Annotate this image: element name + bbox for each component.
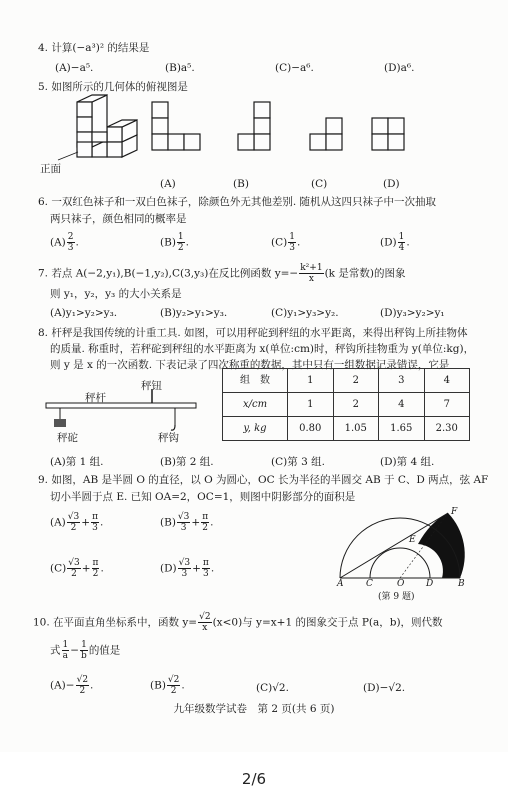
hook-icon xyxy=(171,425,175,430)
q7-num: k²+1 xyxy=(300,263,323,273)
q9-b-n1: √3 xyxy=(177,512,190,522)
q9-b-n2: π xyxy=(202,512,209,522)
q10-expr-d2: b xyxy=(81,651,87,661)
table-cell: x/cm xyxy=(223,393,288,417)
q9-option-a-label: (A) xyxy=(50,516,66,529)
q6-option-a-fraction xyxy=(67,232,75,253)
weight-block xyxy=(54,419,66,427)
q10-option-d: (D)−√2. xyxy=(363,682,406,694)
q10-expr-frac1 xyxy=(62,640,70,661)
table-cell: 1.65 xyxy=(379,417,425,441)
table-header-cell: 2 xyxy=(333,369,379,393)
q9-b-d2: 2 xyxy=(202,523,209,533)
q7-fraction xyxy=(299,263,323,284)
q10-option-a-label: (A)− xyxy=(50,679,75,692)
q7-den: x xyxy=(308,274,314,284)
q6-b-den: 2 xyxy=(177,243,184,253)
q9-d-n1: √3 xyxy=(178,558,191,568)
q9-c-n2: π xyxy=(92,558,99,568)
q10-expr-frac2 xyxy=(80,640,88,661)
q9-b-d1: 3 xyxy=(180,523,187,533)
q10-line2 xyxy=(50,640,120,661)
q8-label-knob: 秤钮 xyxy=(141,380,162,392)
q9-c-frac1 xyxy=(67,558,80,579)
table-cell: 4 xyxy=(379,393,425,417)
q8-data-table xyxy=(222,368,470,441)
table-cell: 0.80 xyxy=(288,417,334,441)
q9-point-a: A xyxy=(337,579,344,589)
q10-b-fraction xyxy=(167,675,180,696)
small-semicircle xyxy=(370,548,430,578)
q9-point-c: C xyxy=(366,579,373,589)
q9-d-d1: 3 xyxy=(181,569,188,579)
q10-den: x xyxy=(202,623,208,633)
q8-line2: 的质量. 称重时，若秤砣到秤纽的水平距离为 x(单位:cm)时，秤钩所挂物重为 y(单位:kg)， xyxy=(50,343,475,355)
q9-point-d: D xyxy=(426,579,434,589)
table-header-cell: 4 xyxy=(424,369,470,393)
q6-option-b-label: (B) xyxy=(160,236,176,249)
q5-stem: 5. 如图所示的几何体的俯视图是 xyxy=(38,81,188,93)
q9-c-d2: 2 xyxy=(92,569,99,579)
table-cell: y, kg xyxy=(223,417,288,441)
q10-line2b: 的值是 xyxy=(88,644,121,657)
q9-c-frac2 xyxy=(92,558,100,579)
q6-option-a: (A) $\frac{2}{3}$ . xyxy=(50,232,79,253)
q7-line1a: 7. 若点 A(−2,y₁),B(−1,y₂),C(3,y₃)在反比例函数 y=− xyxy=(38,267,299,280)
q9-a-op: + xyxy=(81,516,91,529)
q6-option-b: (B) $\frac{1}{2}$ . xyxy=(160,232,189,253)
q7-option-a: (A)y₁>y₂>y₃. xyxy=(50,307,118,319)
q9-option-c: (C) $\frac{√3}{2}$ + $\frac{\pi}{2}$ . xyxy=(50,558,104,579)
q9-d-d2: 3 xyxy=(203,569,209,579)
q10-fraction xyxy=(198,612,211,633)
q5-option-c-view xyxy=(310,118,342,150)
q9-point-b: B xyxy=(458,579,465,589)
q8-option-d: (D)第 4 组. xyxy=(380,456,435,468)
q10-expr-n2: 1 xyxy=(81,640,87,650)
q10-line1a: 10. 在平面直角坐标系中，函数 y= xyxy=(33,616,198,629)
q10-expr-op: − xyxy=(70,644,80,657)
q5-option-a-view xyxy=(152,102,200,150)
q4-stem: 4. 计算(−a³)² 的结果是 xyxy=(38,42,150,54)
q4-option-d: (D)a⁶. xyxy=(384,62,415,74)
q5-solid-figure xyxy=(77,95,137,157)
q5-option-d-view xyxy=(372,118,404,150)
q10-expr-d1: a xyxy=(62,651,69,661)
q9-option-c-label: (C) xyxy=(50,562,67,575)
q9-d-op: + xyxy=(192,562,201,575)
q6-d-den: 4 xyxy=(398,243,405,253)
q8-label-bar: 秤杆 xyxy=(85,392,106,404)
q6-line1: 6. 一双红色袜子和一双白色袜子，除颜色外无其他差别. 随机从这四只袜子中一次抽取 xyxy=(38,196,437,208)
q6-line2: 两只袜子，颜色相同的概率是 xyxy=(50,213,187,225)
q6-option-c: (C) $\frac{1}{3}$ . xyxy=(271,232,301,253)
q6-d-num: 1 xyxy=(398,232,405,242)
q6-option-c-label: (C) xyxy=(271,236,288,249)
q8-line3: 则 y 是 x 的一次函数. 下表记录了四次称重的数据，其中只有一组数据记录错误，它是 xyxy=(50,359,450,371)
q10-a-num: √2 xyxy=(76,675,89,685)
q8-option-a: (A)第 1 组. xyxy=(50,456,104,468)
q9-option-d: (D) $\frac{√3}{3}$ + $\frac{\pi}{3}$ . xyxy=(160,558,215,579)
q10-option-b: (B) $\frac{√2}{2}$ . xyxy=(150,675,185,696)
q9-line1: 9. 如图，AB 是半圆 O 的直径，以 O 为圆心，OC 长为半径的半圆交 AB 于 C、D 两点，弦 AF xyxy=(38,474,489,486)
q7-option-c: (C)y₁>y₃>y₂. xyxy=(271,307,339,319)
q8-line1: 8. 杆秤是我国传统的计重工具. 如图，可以用秤砣到秤纽的水平距离，来得出秤钩上所挂物体 xyxy=(38,327,468,339)
q5-label-d: (D) xyxy=(383,178,400,190)
table-cell: 7 xyxy=(424,393,470,417)
q9-b-op: + xyxy=(191,516,201,529)
q5-front-label: 正面 xyxy=(40,163,61,175)
q6-option-d: (D) $\frac{1}{4}$ . xyxy=(380,232,410,253)
q9-option-b: (B) $\frac{√3}{3}$ + $\frac{\pi}{2}$ . xyxy=(160,512,214,533)
table-cell: 1 xyxy=(288,393,334,417)
q9-option-d-label: (D) xyxy=(160,562,177,575)
q10-expr-n1: 1 xyxy=(62,640,69,650)
q5-label-b: (B) xyxy=(233,178,249,190)
q9-a-d1: 2 xyxy=(70,523,77,533)
q9-c-op: + xyxy=(81,562,91,575)
q10-num: √2 xyxy=(199,612,211,622)
q7-line2: 则 y₁，y₂，y₃ 的大小关系是 xyxy=(50,288,182,300)
q9-c-d1: 2 xyxy=(71,569,77,579)
q6-a-num: 2 xyxy=(67,232,74,242)
q10-option-c: (C)√2. xyxy=(256,682,289,694)
q9-a-frac2 xyxy=(91,512,99,533)
q8-label-weight: 秤砣 xyxy=(57,432,78,444)
q9-d-frac2 xyxy=(202,558,210,579)
q9-a-frac1 xyxy=(67,512,80,533)
table-row xyxy=(223,369,470,393)
q9-b-frac1 xyxy=(177,512,190,533)
table-row xyxy=(223,417,470,441)
q4-option-a: (A)−a⁵. xyxy=(55,62,94,74)
q10-b-num: √2 xyxy=(167,675,180,685)
q6-option-d-fraction xyxy=(398,232,406,253)
q9-caption: (第 9 题) xyxy=(378,592,415,602)
q6-option-a-label: (A) xyxy=(50,236,66,249)
page-footer: 九年级数学试卷 第 2 页(共 6 页) xyxy=(173,703,335,715)
q4-option-b: (B)a⁵. xyxy=(165,62,195,74)
q10-line1 xyxy=(33,612,443,633)
table-header-cell: 3 xyxy=(379,369,425,393)
q9-a-n1: √3 xyxy=(67,512,80,522)
q10-a-fraction xyxy=(76,675,89,696)
q7-option-b: (B)y₂>y₁>y₃. xyxy=(160,307,228,319)
q6-option-d-label: (D) xyxy=(380,236,397,249)
q4-option-c: (C)−a⁶. xyxy=(275,62,314,74)
q6-c-den: 3 xyxy=(289,243,295,253)
q5-label-a: (A) xyxy=(160,178,176,190)
q10-option-b-label: (B) xyxy=(150,679,166,692)
table-cell: 1.05 xyxy=(333,417,379,441)
q9-c-n1: √3 xyxy=(68,558,80,568)
q5-figures xyxy=(40,92,480,192)
table-row xyxy=(223,393,470,417)
q10-b-den: 2 xyxy=(170,686,177,696)
table-cell: 2 xyxy=(333,393,379,417)
q6-a-den: 3 xyxy=(67,243,74,253)
q8-option-b: (B)第 2 组. xyxy=(160,456,214,468)
q8-option-c: (C)第 3 组. xyxy=(271,456,325,468)
q9-option-a: (A) $\frac{√3}{2}$ + $\frac{\pi}{3}$ . xyxy=(50,512,104,533)
q10-option-a: (A)− $\frac{√2}{2}$ . xyxy=(50,675,94,696)
q9-point-f: F xyxy=(451,507,458,517)
q5-label-c: (C) xyxy=(311,178,328,190)
q8-label-hook: 秤钩 xyxy=(158,432,179,444)
q9-d-n2: π xyxy=(202,558,209,568)
q7-option-d: (D)y₃>y₂>y₁ xyxy=(380,307,445,319)
q6-b-num: 1 xyxy=(177,232,184,242)
q5-option-b-view xyxy=(238,102,270,150)
table-header-cell: 组 数 xyxy=(223,369,288,393)
q9-option-b-label: (B) xyxy=(160,516,176,529)
q7-line1 xyxy=(38,263,405,284)
q10-line1b: (x<0)与 y=x+1 的图象交于点 P(a，b)，则代数 xyxy=(212,616,443,629)
q6-option-b-fraction xyxy=(177,232,185,253)
q9-line2: 切小半圆于点 E. 已知 OA=2，OC=1，则图中阴影部分的面积是 xyxy=(50,491,356,503)
steelyard-bar xyxy=(46,403,196,408)
q9-d-frac1 xyxy=(178,558,191,579)
q9-point-o: O xyxy=(397,579,405,589)
q10-a-den: 2 xyxy=(79,686,86,696)
table-header-cell: 1 xyxy=(288,369,334,393)
page-number: 2/6 xyxy=(241,770,267,788)
table-cell: 2.30 xyxy=(424,417,470,441)
q9-a-n2: π xyxy=(92,512,98,522)
q6-c-num: 1 xyxy=(289,232,295,242)
q7-line1b: (k 是常数)的图象 xyxy=(324,267,406,280)
q6-option-c-fraction xyxy=(288,232,296,253)
q9-point-e: E xyxy=(409,535,416,545)
q10-line2a: 式 xyxy=(50,644,61,657)
q9-a-d2: 3 xyxy=(92,523,98,533)
q9-b-frac2 xyxy=(201,512,209,533)
